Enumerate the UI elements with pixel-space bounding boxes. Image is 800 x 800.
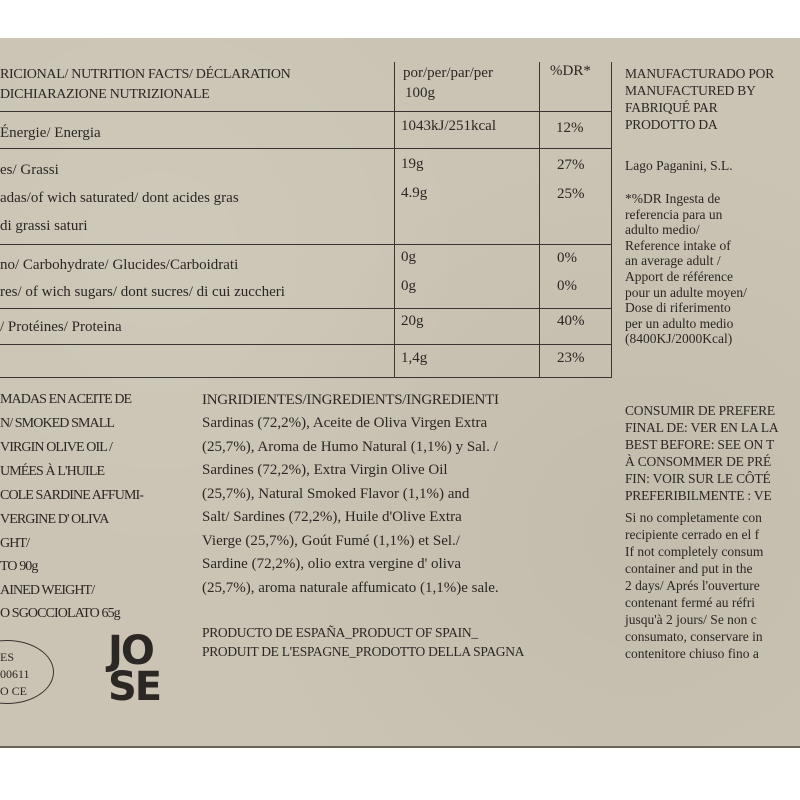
storage-line: recipiente cerrado en el f xyxy=(625,527,760,542)
manufacturer-label: MANUFACTURED BY xyxy=(625,83,756,98)
logo-line: JO xyxy=(108,628,153,674)
best-before-line: À CONSOMMER DE PRÉ xyxy=(625,454,772,469)
ingredient-line: Sardines (72,2%), Extra Virgin Olive Oil xyxy=(202,462,448,478)
manufacturer-label: MANUFACTURADO POR xyxy=(625,66,774,81)
table-rule xyxy=(0,148,612,149)
manufacturer-name: Lago Paganini, S.L. xyxy=(625,158,733,173)
logo-line: SE xyxy=(108,664,161,710)
nutrient-label: Énergie/ Energia xyxy=(0,125,101,141)
storage-line: consumato, conservare in xyxy=(625,629,763,644)
origin: PRODUCTO DE ESPAÑA_PRODUCT OF SPAIN_ xyxy=(202,625,478,640)
table-rule xyxy=(0,308,612,309)
per-header: por/per/par/per xyxy=(403,65,493,81)
reference-note-line: an average adult / xyxy=(625,253,721,269)
ingredient-line: (25,7%), Natural Smoked Flavor (1,1%) and xyxy=(202,485,470,502)
nutrient-dr: 40% xyxy=(557,313,585,329)
table-rule xyxy=(0,244,612,245)
nutrient-dr: 0% xyxy=(557,250,577,266)
health-mark: O CE xyxy=(0,684,27,698)
best-before-line: CONSUMIR DE PREFERE xyxy=(625,403,775,418)
reference-note-line: Dose di riferimento xyxy=(625,300,731,316)
ingredient-line: (25,7%), aroma naturale affumicato (1,1%)e sale. xyxy=(202,579,499,596)
product-name-line: UMÉES À L'HUILE xyxy=(0,464,105,479)
health-mark: 00611 xyxy=(0,667,30,681)
reference-note-line: Reference intake of xyxy=(625,237,731,253)
nutrient-value: 0g xyxy=(401,278,416,294)
table-divider xyxy=(394,62,395,378)
nutrition-title: DICHIARAZIONE NUTRIZIONALE xyxy=(0,87,210,102)
nutrient-value: 20g xyxy=(401,313,424,329)
reference-note-line: adulto medio/ xyxy=(625,222,700,238)
product-name-line: MADAS EN ACEITE DE xyxy=(0,392,132,407)
table-rule xyxy=(0,377,612,378)
table-divider xyxy=(539,62,540,378)
ingredient-line: (25,7%), Aroma de Humo Natural (1,1%) y Sal. / xyxy=(202,438,498,455)
nutrient-dr: 12% xyxy=(556,120,584,136)
origin: PRODUIT DE L'ESPAGNE_PRODOTTO DELLA SPAGNA xyxy=(202,644,525,659)
nutrient-dr: 25% xyxy=(557,186,585,202)
nutrient-dr: 0% xyxy=(557,278,577,294)
nutrient-label: no/ Carbohydrate/ Glucides/Carboidrati xyxy=(0,257,239,273)
weight-line: TO 90g xyxy=(0,559,38,574)
table-divider xyxy=(611,62,612,378)
reference-note-line: (8400KJ/2000Kcal) xyxy=(625,331,733,347)
weight-line: GHT/ xyxy=(0,536,30,551)
product-name-line: N/ SMOKED SMALL xyxy=(0,416,115,431)
nutrient-label: res/ of wich sugars/ dont sucres/ di cui zuccheri xyxy=(0,284,285,300)
table-rule xyxy=(0,111,612,112)
weight-line: AINED WEIGHT/ xyxy=(0,583,95,598)
ingredients-title: INGRIDIENTES/INGREDIENTS/INGREDIENTI xyxy=(202,392,499,408)
reference-note-line: pour un adulte moyen/ xyxy=(625,284,747,300)
reference-note-line: per un adulto medio xyxy=(625,315,734,331)
manufacturer-label: PRODOTTO DA xyxy=(625,117,718,132)
nutrient-value: 1043kJ/251kcal xyxy=(401,118,496,134)
dr-header: %DR* xyxy=(550,63,591,79)
nutrient-dr: 27% xyxy=(557,157,585,173)
storage-line: 2 days/ Aprés l'ouverture xyxy=(625,578,760,593)
best-before-line: FIN: VOIR SUR LE CÔTÉ xyxy=(625,471,771,486)
manufacturer-label: FABRIQUÉ PAR xyxy=(625,100,718,115)
nutrition-title: RICIONAL/ NUTRITION FACTS/ DÉCLARATION xyxy=(0,67,291,82)
nutrient-label: di grassi saturi xyxy=(0,218,88,234)
best-before-line: PREFERIBILMENTE : VE xyxy=(625,488,772,503)
ingredient-line: Sardine (72,2%), olio extra vergine d' oliva xyxy=(202,556,462,572)
nutrient-label: es/ Grassi xyxy=(0,162,59,178)
nutrient-value: 1,4g xyxy=(401,350,428,366)
reference-note-line: Apport de référence xyxy=(625,269,733,284)
reference-note-line: *%DR Ingesta de xyxy=(625,191,721,206)
ingredient-line: Sardinas (72,2%), Aceite de Oliva Virgen Extra xyxy=(202,415,488,431)
nutrient-dr: 23% xyxy=(557,350,585,366)
best-before-line: BEST BEFORE: SEE ON T xyxy=(625,437,775,452)
nutrient-value: 0g xyxy=(401,249,416,265)
health-mark: ES xyxy=(0,650,15,664)
reference-note-line: referencia para un xyxy=(625,206,723,222)
product-name-line: VIRGIN OLIVE OIL / xyxy=(0,440,112,455)
storage-line: Si no completamente con xyxy=(625,510,762,525)
nutrient-value: 19g xyxy=(401,156,424,172)
nutrient-label: / Protéines/ Proteina xyxy=(0,319,122,335)
product-name-line: COLE SARDINE AFFUMI- xyxy=(0,488,144,503)
per-header: 100g xyxy=(405,85,435,101)
storage-line: If not completely consum xyxy=(625,544,764,559)
storage-line: jusqu'à 2 jours/ Se non c xyxy=(625,612,757,627)
weight-line: O SGOCCIOLATO 65g xyxy=(0,606,120,621)
ingredient-line: Salt/ Sardines (72,2%), Huile d'Olive Extra xyxy=(202,509,462,525)
storage-line: contenitore chiuso fino a xyxy=(625,646,759,661)
nutrient-label: adas/of wich saturated/ dont acides gras xyxy=(0,190,239,206)
product-name-line: VERGINE D' OLIVA xyxy=(0,512,109,527)
storage-line: contenant fermé au réfri xyxy=(625,595,756,610)
storage-line: container and put in the xyxy=(625,561,753,576)
ingredient-line: Vierge (25,7%), Goút Fumé (1,1%) et Sel./ xyxy=(202,532,460,549)
best-before-line: FINAL DE: VER EN LA LA xyxy=(625,420,779,435)
jose-logo xyxy=(108,628,168,710)
table-rule xyxy=(0,344,612,345)
nutrient-value: 4.9g xyxy=(401,185,428,201)
